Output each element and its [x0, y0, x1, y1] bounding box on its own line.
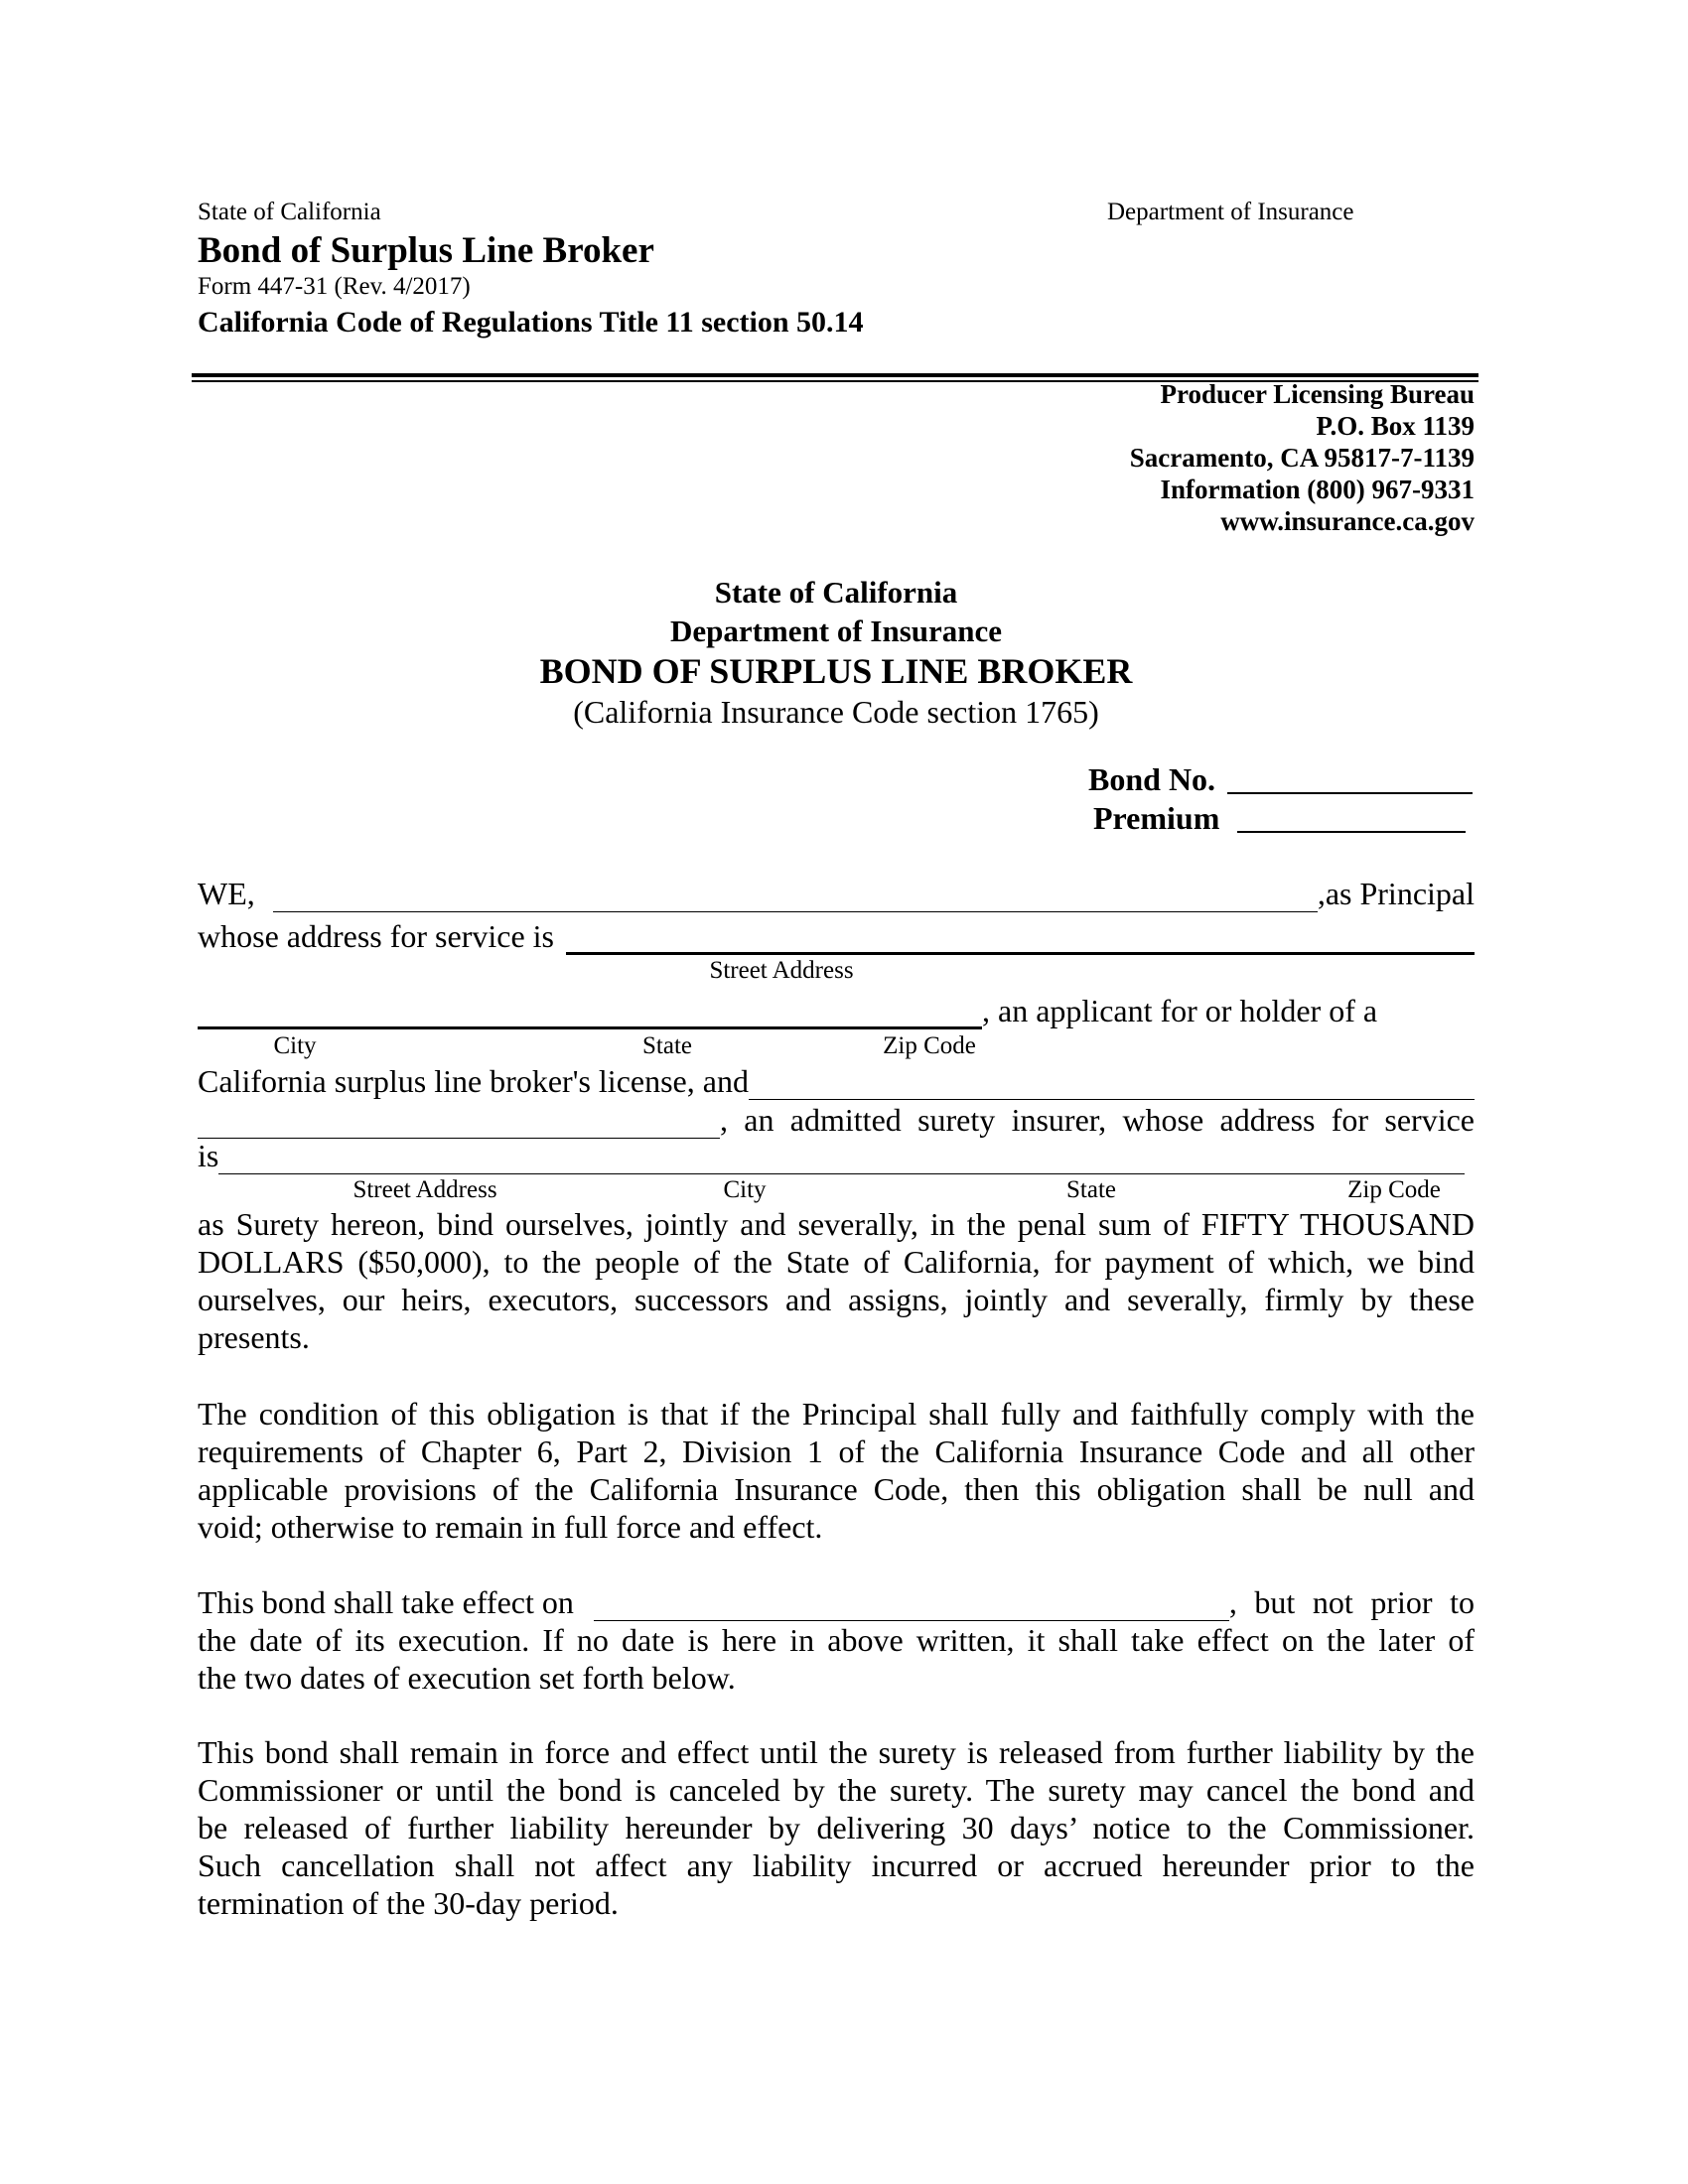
- surety-address-field[interactable]: [218, 1144, 1465, 1174]
- header-state: State of California: [198, 199, 381, 225]
- paragraph-line: void; otherwise to remain in full force and effect.: [198, 1509, 823, 1545]
- address-line: Information (800) 967-9331: [1160, 475, 1475, 504]
- title-department: Department of Insurance: [669, 614, 1003, 648]
- is-label: is: [198, 1138, 219, 1173]
- paragraph-line: requirements of Chapter 6, Part 2, Division 1 of the California Insurance Code and all other: [198, 1433, 1475, 1469]
- address-line: Sacramento, CA 95817-7-1139: [1129, 443, 1475, 473]
- address-line: P.O. Box 1139: [1316, 411, 1475, 441]
- principal-suffix: ,as Principal: [1317, 876, 1475, 911]
- street-address-label: Street Address: [709, 957, 854, 984]
- paragraph-line: This bond shall remain in force and effect until the surety is released from further liability by the: [198, 1734, 1475, 1770]
- form-number: Form 447-31 (Rev. 4/2017): [198, 273, 471, 300]
- paragraph-line: as Surety hereon, bind ourselves, jointly and severally, in the penal sum of FIFTY THOUSAND: [198, 1206, 1475, 1242]
- document-title: BOND OF SURPLUS LINE BROKER: [539, 651, 1133, 691]
- paragraph-line: DOLLARS ($50,000), to the people of the State of California, for payment of which, we bind: [198, 1244, 1475, 1280]
- paragraph-line: the two dates of execution set forth below.: [198, 1660, 736, 1696]
- paragraph-line: applicable provisions of the California Insurance Code, then this obligation shall be null and: [198, 1471, 1475, 1507]
- surety-street-label: Street Address: [352, 1176, 497, 1203]
- regulation-reference: California Code of Regulations Title 11 section 50.14: [198, 306, 864, 339]
- surety-name-field[interactable]: [749, 1069, 1475, 1100]
- principal-line: [198, 875, 1475, 912]
- surety-address-line: [198, 1137, 1465, 1174]
- applicant-text: , an applicant for or holder of a: [982, 993, 1378, 1028]
- effective-date-field[interactable]: [594, 1590, 1229, 1621]
- paragraph-line: Commissioner or until the bond is canceled by the surety. The surety may cancel the bond and: [198, 1772, 1475, 1808]
- surety-city-label: City: [723, 1176, 767, 1203]
- city-label: City: [273, 1032, 317, 1059]
- surety-line: [198, 1101, 1475, 1139]
- license-line: [198, 1062, 1475, 1100]
- paragraph-line: the date of its execution. If no date is here in above written, it shall take effect on the later of: [198, 1622, 1475, 1658]
- principal-address-line: [198, 917, 1475, 955]
- title-state: State of California: [714, 575, 958, 610]
- license-text: California surplus line broker's license, and: [198, 1063, 749, 1099]
- bond-no-field[interactable]: [1227, 760, 1473, 794]
- surety-name-field-cont[interactable]: [198, 1108, 720, 1139]
- zip-label: Zip Code: [883, 1032, 976, 1059]
- principal-street-field[interactable]: [566, 922, 1475, 955]
- address-line: Producer Licensing Bureau: [1160, 379, 1475, 409]
- paragraph-line: be released of further liability hereunder by delivering 30 days’ notice to the Commissioner.: [198, 1810, 1475, 1845]
- address-label: whose address for service is: [198, 918, 554, 954]
- effective-date-line: [198, 1583, 1475, 1621]
- bond-no-label: Bond No.: [1088, 761, 1216, 797]
- paragraph-line: termination of the 30-day period.: [198, 1885, 619, 1921]
- surety-text: , an admitted surety insurer, whose address for service: [720, 1102, 1475, 1138]
- form-title: Bond of Surplus Line Broker: [198, 230, 654, 271]
- state-label: State: [642, 1032, 692, 1059]
- paragraph-line: Such cancellation shall not affect any liability incurred or accrued hereunder prior to the: [198, 1847, 1475, 1883]
- principal-city-line: [198, 992, 1475, 1029]
- website-link[interactable]: www.insurance.ca.gov: [1220, 506, 1475, 536]
- effective-date-prefix: This bond shall take effect on: [198, 1584, 574, 1620]
- premium-field[interactable]: [1237, 799, 1466, 833]
- header-department: Department of Insurance: [1107, 199, 1354, 225]
- document-subtitle: (California Insurance Code section 1765): [573, 694, 1099, 730]
- paragraph-line: presents.: [198, 1319, 310, 1355]
- surety-zip-label: Zip Code: [1347, 1176, 1441, 1203]
- surety-state-label: State: [1066, 1176, 1116, 1203]
- paragraph-line: The condition of this obligation is that if the Principal shall fully and faithfully comply with the: [198, 1396, 1475, 1432]
- effective-date-suffix: , but not prior to: [1228, 1584, 1475, 1620]
- principal-city-state-zip-field[interactable]: [198, 997, 982, 1029]
- premium-label: Premium: [1093, 800, 1220, 836]
- paragraph-line: ourselves, our heirs, executors, successors and assigns, jointly and severally, firmly by these: [198, 1282, 1475, 1317]
- principal-name-field[interactable]: [273, 882, 1318, 912]
- we-label: WE,: [198, 876, 255, 911]
